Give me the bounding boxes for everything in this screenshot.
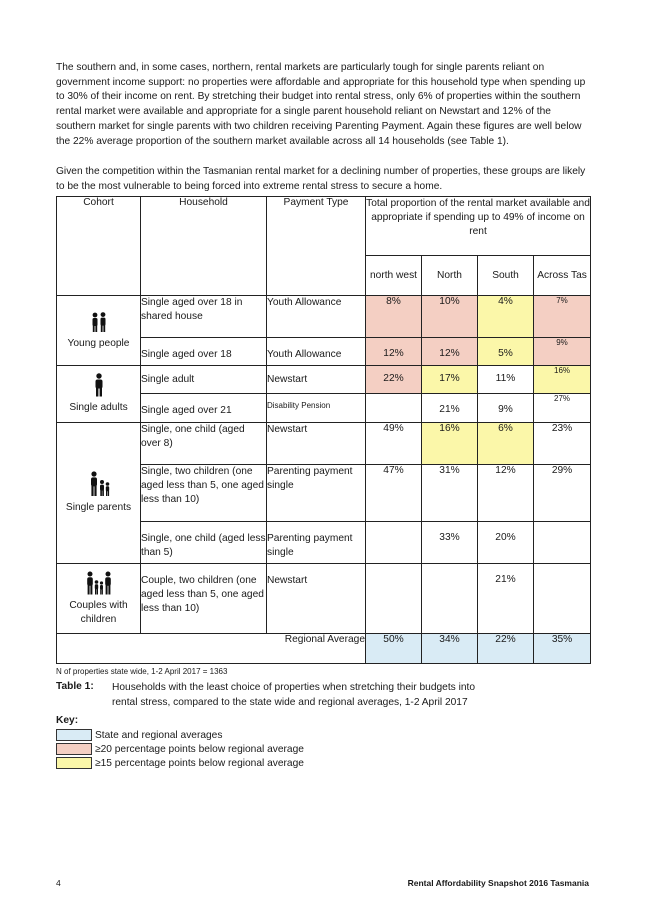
row1-payment: Youth Allowance [267,296,366,338]
row4-across-tas: 27% [534,394,591,423]
row1-household: Single aged over 18 in shared house [141,296,267,338]
row6-payment: Parenting payment single [267,465,366,522]
row1-north: 10% [422,296,478,338]
footer-title: Rental Affordability Snapshot 2016 Tasmania [407,878,589,888]
cohort-single-adults [57,366,141,423]
properties-note: N of properties state wide, 1-2 April 2017 = 1363 [56,667,228,676]
key-item-averages [56,729,222,741]
row3-payment: Newstart [267,366,366,394]
row5-household: Single, one child (aged over 8) [141,423,267,465]
row2-household: Single aged over 18 [141,338,267,366]
row4-payment: Disability Pension [267,394,366,423]
avg-south: 22% [478,634,534,664]
row5-south: 6% [478,423,534,465]
key-item-15-points [56,757,304,769]
row6-north: 31% [422,465,478,522]
row2-across-tas: 9% [534,338,591,366]
row7-across-tas [534,522,591,564]
page-number: 4 [56,878,61,888]
avg-north: 34% [422,634,478,664]
row6-across-tas: 29% [534,465,591,522]
cohort-label-young: Young people [67,337,130,349]
row2-south: 5% [478,338,534,366]
young-people-icon [88,311,110,333]
key-swatch-yellow [56,757,92,769]
row1-south: 4% [478,296,534,338]
row5-north: 16% [422,423,478,465]
cohort-label-parents: Single parents [65,502,132,513]
header-payment-type: Payment Type [267,197,366,296]
cohort-single-parents [57,423,141,564]
key-swatch-pink [56,743,92,755]
body-paragraph-2: Given the competition within the Tasmanian rental market for a declining number of properties, these groups are likely to be the most vulnerable to being forced into extreme rental stress to secure a home. [56,166,586,192]
header-household: Household [141,197,267,296]
row8-payment: Newstart [267,564,366,634]
single-adult-icon [92,373,106,397]
key-item-20-points [56,743,304,755]
row1-across-tas: 7% [534,296,591,338]
row4-household: Single aged over 21 [141,394,267,423]
row8-across-tas [534,564,591,634]
cohort-label-single: Single adults [69,402,128,413]
row3-north: 17% [422,366,478,394]
row2-north: 12% [422,338,478,366]
row8-north [422,564,478,634]
couple-children-icon [84,571,114,595]
row1-north-west: 8% [366,296,422,338]
cohort-couples-with-children [57,564,141,634]
row5-across-tas: 23% [534,423,591,465]
header-region-north: North [422,256,478,296]
affordability-table [56,196,591,664]
header-cohort: Cohort [57,197,141,296]
table-caption-text: Households with the least choice of properties when stretching their budgets into rental stress, compared to the state wide and regional averages, 1-2 April 2017 [112,682,475,708]
header-region-south: South [478,256,534,296]
row6-south: 12% [478,465,534,522]
body-paragraph-1: The southern and, in some cases, northern, rental markets are particularly tough for single parents reliant on government income support: no properties were affordable and appropriate for this household type when spending up to 30% of their income on rent. By stretching their budget into rental stress, only 6% of properties within the southern rental market were available and appropriate for a single parent household reliant on Newstart and 12% of the southern market for single parents with two children receiving Parenting Payment. Again these figures are well below the 22% average proportion of the southern market available across all 14 households (see Table 1). [56,62,586,147]
row3-north-west: 22% [366,366,422,394]
row7-north-west [366,522,422,564]
table-caption-label: Table 1: [56,681,94,692]
row7-household: Single, one child (aged less than 5) [141,522,267,564]
row5-payment: Newstart [267,423,366,465]
row7-south: 20% [478,522,534,564]
row8-household: Couple, two children (one aged less than 5, one aged less than 10) [141,564,267,634]
row7-north: 33% [422,522,478,564]
row3-across-tas: 16% [534,366,591,394]
row2-payment: Youth Allowance [267,338,366,366]
row3-south: 11% [478,366,534,394]
key-title: Key: [56,715,79,726]
row6-north-west: 47% [366,465,422,522]
row2-north-west: 12% [366,338,422,366]
header-region-across-tas: Across Tas [534,256,591,296]
row5-north-west: 49% [366,423,422,465]
key-swatch-blue [56,729,92,741]
row4-north: 21% [422,394,478,423]
row8-north-west [366,564,422,634]
row3-household: Single adult [141,366,267,394]
regional-average-label: Regional Average [57,634,366,664]
key-label-20-points: ≥20 percentage points below regional average [95,743,304,755]
header-proportion-group: Total proportion of the rental market available and appropriate if spending up to 49% of income on rent [366,197,591,256]
row4-north-west [366,394,422,423]
row8-south: 21% [478,564,534,634]
row4-south: 9% [478,394,534,423]
avg-north-west: 50% [366,634,422,664]
avg-across-tas: 35% [534,634,591,664]
single-parent-icon [86,471,112,497]
key-label-15-points: ≥15 percentage points below regional average [95,757,304,769]
header-region-north-west: north west [366,256,422,296]
cohort-label-couples: Couples with children [69,599,128,625]
row6-household: Single, two children (one aged less than 5, one aged less than 10) [141,465,267,522]
key-label-averages: State and regional averages [95,729,223,741]
cohort-young-people [57,296,141,366]
row7-payment: Parenting payment single [267,522,366,564]
